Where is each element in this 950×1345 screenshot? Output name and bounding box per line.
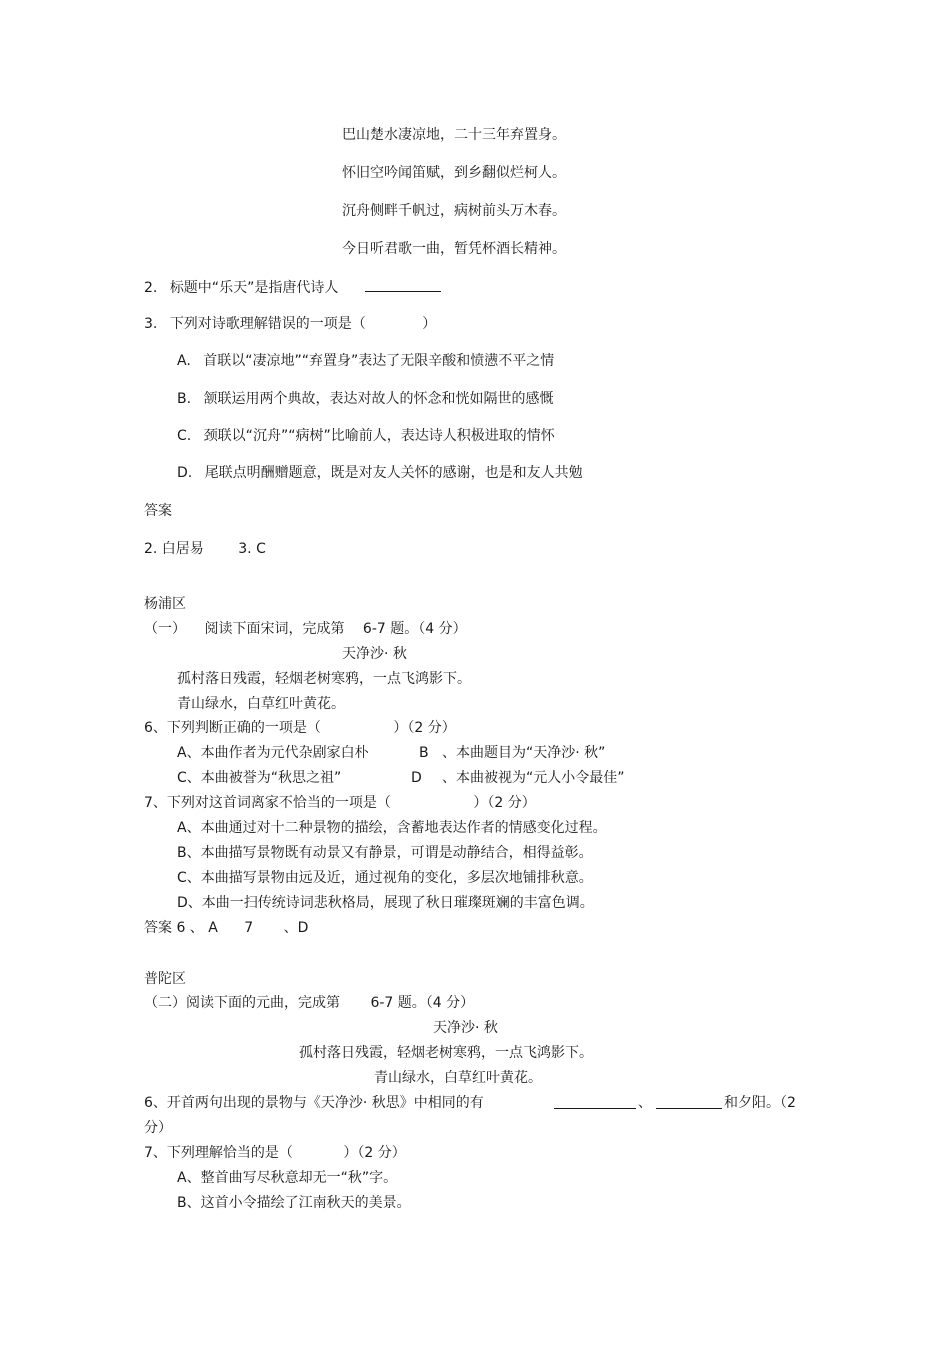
option-c: C、本曲描写景物由远及近，通过视角的变化，多层次地铺排秋意。 [177,870,593,886]
question-close: ）（2 分） [343,1145,406,1161]
option-text: 颈联以“沉舟”“病树”比喻前人，表达诗人积极进取的情怀 [203,428,555,444]
district-heading: 杨浦区 [144,596,186,612]
answer-blank[interactable] [656,1094,722,1109]
poem-line: 沉舟侧畔千帆过，病树前头万木春。 [342,203,566,219]
question-tail: 和夕阳。（2 [724,1095,796,1111]
answer-3: 3. C [238,541,266,557]
question-close: ）（2 分） [393,720,456,736]
poem-title: 天净沙· 秋 [342,646,407,662]
answer-part: 答案 6 、 A [144,920,218,936]
option-a: A、本曲作者为元代杂剧家白朴 [177,745,369,761]
option-b: 、本曲题目为“天净沙· 秋” [442,745,606,761]
answer-line [144,919,308,937]
poem-title: 天净沙· 秋 [433,1020,498,1036]
section-number: （一） [144,621,186,637]
question-7 [144,794,536,812]
option-label: D. [177,465,193,481]
poem-line: 今日听君歌一曲，暂凭杯酒长精神。 [342,241,566,257]
question-close: ） [422,316,437,332]
question-text: 标题中“乐天”是指唐代诗人 [169,280,339,296]
option-d: 、本曲被视为“元人小令最佳” [442,770,625,786]
question-6 [144,719,456,737]
question-close: ）（2 分） [473,795,536,811]
option-d [177,464,583,482]
question-text: 6、开首两句出现的景物与《天净沙· 秋思》中相同的有 [144,1095,484,1111]
option-b: B、这首小令描绘了江南秋天的美景。 [177,1195,411,1211]
section-range: 6-7 题。（4 分） [370,995,475,1011]
question-2 [144,277,441,297]
answer-part: 、D [283,920,309,936]
option-b: B、本曲描写景物既有动景又有静景，可谓是动静结合，相得益彰。 [177,845,593,861]
question-wrap: 分） [144,1120,172,1136]
section-intro [144,994,474,1012]
option-label: A. [177,353,191,369]
question-number: 2. [144,280,158,296]
district-heading: 普陀区 [144,971,186,987]
option-a: A、本曲通过对十二种景物的描绘，含蓄地表达作者的情感变化过程。 [177,820,607,836]
question-text: 下列对诗歌理解错误的一项是（ [169,316,366,332]
blank-separator: 、 [638,1095,652,1111]
poem-line: 怀旧空吟闻笛赋，到乡翻似烂柯人。 [342,165,566,181]
option-a [177,352,554,370]
answer-part: 7 [244,920,254,936]
option-label: B. [177,391,192,407]
option-label: C. [177,428,192,444]
question-text: 7、下列对这首词离家不恰当的一项是（ [144,795,391,811]
question-text: 6、下列判断正确的一项是（ [144,720,321,736]
section-range: 6-7 题。（4 分） [362,621,467,637]
poem-line: 青山绿水，白草红叶黄花。 [374,1070,542,1086]
option-d: D、本曲一扫传统诗词悲秋格局，展现了秋日璀璨斑斓的丰富色调。 [177,895,594,911]
option-c [177,427,555,445]
question-7 [144,1144,406,1162]
option-d-label: D [411,770,422,786]
option-a: A、整首曲写尽秋意却无一“秋”字。 [177,1170,398,1186]
option-b [177,390,554,408]
poem-line: 孤村落日残霞，轻烟老树寒鸦，一点飞鸿影下。 [177,671,471,687]
poem-line: 巴山楚水凄凉地，二十三年弃置身。 [342,127,566,143]
option-c: C、本曲被誉为“秋思之祖” [177,770,342,786]
option-b-label: B [419,745,429,761]
option-text: 首联以“凄凉地”“弃置身”表达了无限辛酸和愤懑不平之情 [203,353,555,369]
answer-line [144,540,266,558]
answer-blank[interactable] [365,277,441,292]
option-text: 颔联运用两个典故，表达对故人的怀念和恍如隔世的感慨 [203,391,554,407]
answer-label: 答案 [144,503,172,519]
section-instruction: 阅读下面宋词，完成第 [204,621,345,637]
answer-blank[interactable] [554,1094,636,1109]
section-intro [144,620,467,638]
question-3 [144,315,436,333]
answer-2: 2. 白居易 [144,541,204,557]
option-text: 尾联点明酬赠题意，既是对友人关怀的感谢，也是和友人共勉 [204,465,583,481]
question-number: 3. [144,316,158,332]
poem-line: 孤村落日残霞，轻烟老树寒鸦，一点飞鸿影下。 [299,1045,593,1061]
section-instruction: （二）阅读下面的元曲，完成第 [144,995,340,1011]
question-6 [144,1094,484,1112]
question-text: 7、下列理解恰当的是（ [144,1145,293,1161]
poem-line: 青山绿水，白草红叶黄花。 [177,696,345,712]
